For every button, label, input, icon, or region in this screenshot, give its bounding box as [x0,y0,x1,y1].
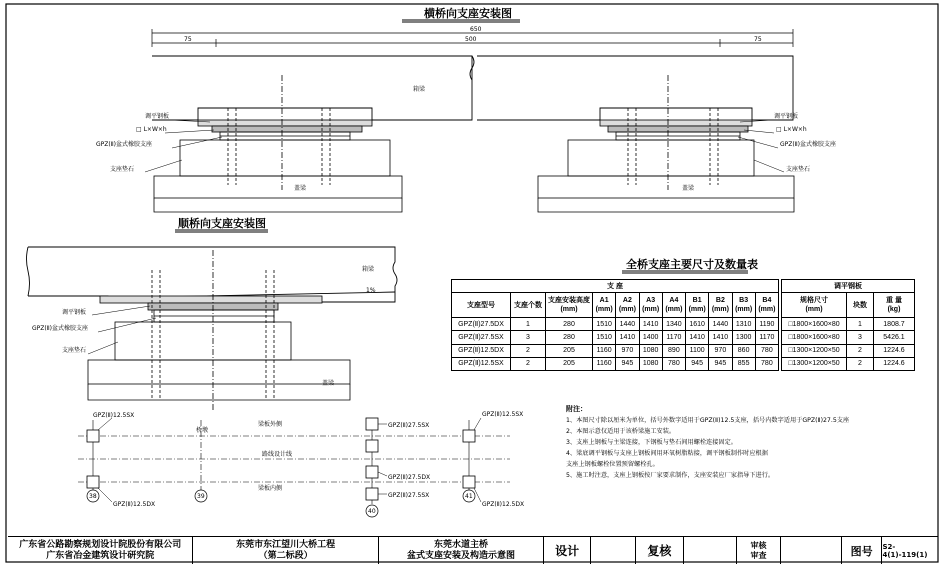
pier-41: 41 [465,493,473,500]
cell-b3: 1300 [732,331,755,344]
cell-height: 205 [546,357,593,370]
cell-a4: 1340 [662,318,685,331]
cell-weight: 5426.1 [874,331,915,344]
plan-pier-label: 桥墩 [196,427,209,434]
th-b4: B4 [762,297,772,305]
cell-a3: 1080 [639,344,662,357]
cell-a1: 1160 [593,344,616,357]
cell-weight: 1224.6 [874,357,915,370]
pier-39: 39 [197,493,205,500]
approve-label: 审查 [750,550,767,560]
th-count: 支座个数 [511,293,546,318]
review-label: 复核 [636,537,685,564]
cell-a4: 1170 [662,331,685,344]
cell-b4: 1170 [755,331,778,344]
th-a3-unit: (mm) [642,306,660,314]
dim-total: 650 [470,26,482,33]
dim-left: 75 [184,36,192,43]
design-label: 设计 [544,537,591,564]
plan-outer-side: 梁板外侧 [258,421,283,428]
cell-b4: 780 [755,357,778,370]
left-bearing-label: GPZ(Ⅱ)盆式橡胶支座 [96,141,153,148]
table-row [452,318,779,331]
left-pedestal-label: 支座垫石 [110,166,135,173]
cell-b2: 970 [709,344,732,357]
th-a3: A3 [646,297,656,305]
cell-plate-size: □1300×1200×50 [782,344,847,357]
plan-bearing-label-4: GPZ(Ⅱ)27.5DX [388,474,431,481]
table-group-plate: 调平钢板 [782,280,915,293]
girder-outline [152,56,793,120]
long-girder-label: 箱梁 [362,266,375,273]
plan-bearing-label-3: GPZ(Ⅱ)27.5SX [388,422,430,429]
right-bearing-assembly [538,75,794,212]
dim-middle: 500 [465,36,477,43]
cell-plate-count: 2 [847,344,874,357]
th-b1: B1 [692,297,702,305]
check-label: 审核 [750,540,767,550]
long-cap-beam-label: 盖梁 [322,380,335,387]
plan-centerline: 路线设计线 [262,451,293,458]
long-leveling-plate-label: 调平钢板 [62,309,87,316]
long-slope-label: 1% [366,287,376,294]
cell-model: GPZ(Ⅱ)12.5SX [452,357,511,370]
table-row [452,344,779,357]
cell-height: 280 [546,331,593,344]
th-b3-unit: (mm) [735,306,753,314]
cell-b2: 945 [709,357,732,370]
plan-inner-side: 梁板内侧 [258,485,283,492]
drawing-number: S2-4(1)-119(1) [882,542,928,559]
th-weight: 重 量 [886,297,902,305]
cell-b1: 945 [686,357,709,370]
table-row [452,357,779,370]
cell-b1: 1410 [686,331,709,344]
cell-a2: 945 [616,357,639,370]
cell-a1: 1510 [593,331,616,344]
cell-plate-count: 2 [847,357,874,370]
cell-b3: 860 [732,344,755,357]
longitudinal-bearing [88,250,350,410]
longitudinal-girder [27,247,398,302]
table-row [782,344,915,357]
cell-a1: 1160 [593,357,616,370]
plan-lines [78,420,510,504]
table-row [782,318,915,331]
cell-weight: 1808.7 [874,318,915,331]
th-b2-unit: (mm) [711,306,729,314]
cell-height: 280 [546,318,593,331]
long-pedestal-label: 支座垫石 [62,347,87,354]
plan-bearing-label-6: GPZ(Ⅱ)12.5SX [482,411,524,418]
plan-bearing-label-7: GPZ(Ⅱ)12.5DX [482,501,525,508]
th-a1-unit: (mm) [595,306,613,314]
th-height: 支座安装高度 [548,297,590,305]
cell-plate-count: 1 [847,318,874,331]
th-b1-unit: (mm) [688,306,706,314]
th-a2: A2 [622,297,632,305]
cell-b1: 1610 [686,318,709,331]
th-a1: A1 [599,297,609,305]
cell-count: 1 [511,318,546,331]
table-row [452,331,779,344]
transverse-view-title: 横桥向支座安装图 [424,7,512,20]
cell-plate-count: 3 [847,331,874,344]
th-model: 支座型号 [452,293,511,318]
th-a4: A4 [669,297,679,305]
right-plate-size-label: □ L×W×h [776,126,807,133]
cell-b3: 855 [732,357,755,370]
pier-38: 38 [89,493,97,500]
cell-b2: 1440 [709,318,732,331]
cell-b1: 1100 [686,344,709,357]
th-a4-unit: (mm) [665,306,683,314]
dim-right: 75 [754,36,762,43]
cell-model: GPZ(Ⅱ)27.5SX [452,331,511,344]
cell-b3: 1310 [732,318,755,331]
cell-a1: 1510 [593,318,616,331]
note-item: 支座上钢板螺栓位置预留螺栓孔。 [566,461,659,468]
th-weight-unit: (kg) [887,306,901,314]
project-name-2: （第二标段） [258,550,313,561]
cell-count: 2 [511,344,546,357]
cell-count: 3 [511,331,546,344]
cell-plate-size: □1800×1600×80 [782,318,847,331]
note-item: 4、梁底调平钢板与支座上钢板间用环氧树脂粘接，调平钢板制作时应根据 [566,450,768,457]
th-b2: B2 [715,297,725,305]
longitudinal-view-title: 顺桥向支座安装图 [178,217,266,230]
left-leveling-plate-label: 调平钢板 [145,113,170,120]
cell-plate-size: □1300×1200×50 [782,357,847,370]
drawing-name-1: 东莞水道主桥 [434,539,489,550]
th-height-unit: (mm) [560,306,578,314]
cell-b2: 1410 [709,331,732,344]
table-title: 全桥支座主要尺寸及数量表 [626,258,758,271]
right-bearing-label: GPZ(Ⅱ)盆式橡胶支座 [780,141,837,148]
table-group-bearing: 支 座 [452,280,779,293]
cell-a3: 1080 [639,357,662,370]
project-name-1: 东莞市东江望川大桥工程 [236,539,336,550]
long-bearing-label: GPZ(Ⅱ)盆式橡胶支座 [32,325,89,332]
cell-a4: 780 [662,357,685,370]
table-row [782,357,915,370]
note-item: 5、施工时注意，支座上钢板按厂家要求制作，支座安装应厂家指导下进行。 [566,472,775,479]
cell-a2: 970 [616,344,639,357]
cell-a2: 1410 [616,331,639,344]
pier-40: 40 [368,508,376,515]
cell-model: GPZ(Ⅱ)27.5DX [452,318,511,331]
note-item: 1、本图尺寸除以厘米为单位，括号外数字适用于GPZ(Ⅱ)12.5支座，括号内数字适用于GPZ(Ⅱ)27.5支座 [566,417,850,424]
cell-b4: 1190 [755,318,778,331]
cell-a2: 1440 [616,318,639,331]
drawing-name-2: 盆式支座安装及构造示意图 [407,550,516,561]
title-block [8,536,938,564]
left-plate-size-label: □ L×W×h [136,126,167,133]
org-name-1: 广东省公路勘察规划设计院股份有限公司 [19,539,182,550]
girder-label: 箱梁 [413,86,426,93]
right-pedestal-label: 支座垫石 [786,166,811,173]
drawing-no-label: 图号 [842,537,883,564]
plan-bearing-label-2: GPZ(Ⅱ)12.5DX [113,501,156,508]
cell-count: 2 [511,357,546,370]
th-b4-unit: (mm) [758,306,776,314]
note-item: 2、本图示意仅适用于该桥梁施工安装。 [566,428,676,435]
left-cap-beam-label: 盖梁 [294,185,307,192]
long-leader-lines [88,306,156,354]
cell-a3: 1410 [639,318,662,331]
leveling-plate-table [781,279,915,371]
th-plate-size-unit: (mm) [805,306,823,314]
cell-a4: 890 [662,344,685,357]
cell-model: GPZ(Ⅱ)12.5DX [452,344,511,357]
plan-bearing-label-1: GPZ(Ⅱ)12.5SX [93,412,135,419]
cell-weight: 1224.6 [874,344,915,357]
plan-bearing-label-5: GPZ(Ⅱ)27.5SX [388,492,430,499]
cell-a3: 1400 [639,331,662,344]
th-b3: B3 [739,297,749,305]
org-name-2: 广东省冶金建筑设计研究院 [46,550,155,561]
cell-plate-size: □1800×1600×80 [782,331,847,344]
th-plate-size: 规格尺寸 [800,297,828,305]
plan-leader-lines [98,418,481,502]
table-row [782,331,915,344]
cell-height: 205 [546,344,593,357]
right-leveling-plate-label: 调平钢板 [774,113,799,120]
note-item: 3、支座上钢板与主梁连接，下钢板与垫石间用螺栓连接固定。 [566,439,737,446]
th-a2-unit: (mm) [618,306,636,314]
th-plate-count: 块数 [847,293,874,318]
notes-block [566,404,906,481]
cell-b4: 780 [755,344,778,357]
right-cap-beam-label: 盖梁 [682,185,695,192]
left-bearing-assembly [154,75,402,212]
bearing-dimension-table [451,279,779,371]
notes-heading: 附注： [566,405,587,413]
